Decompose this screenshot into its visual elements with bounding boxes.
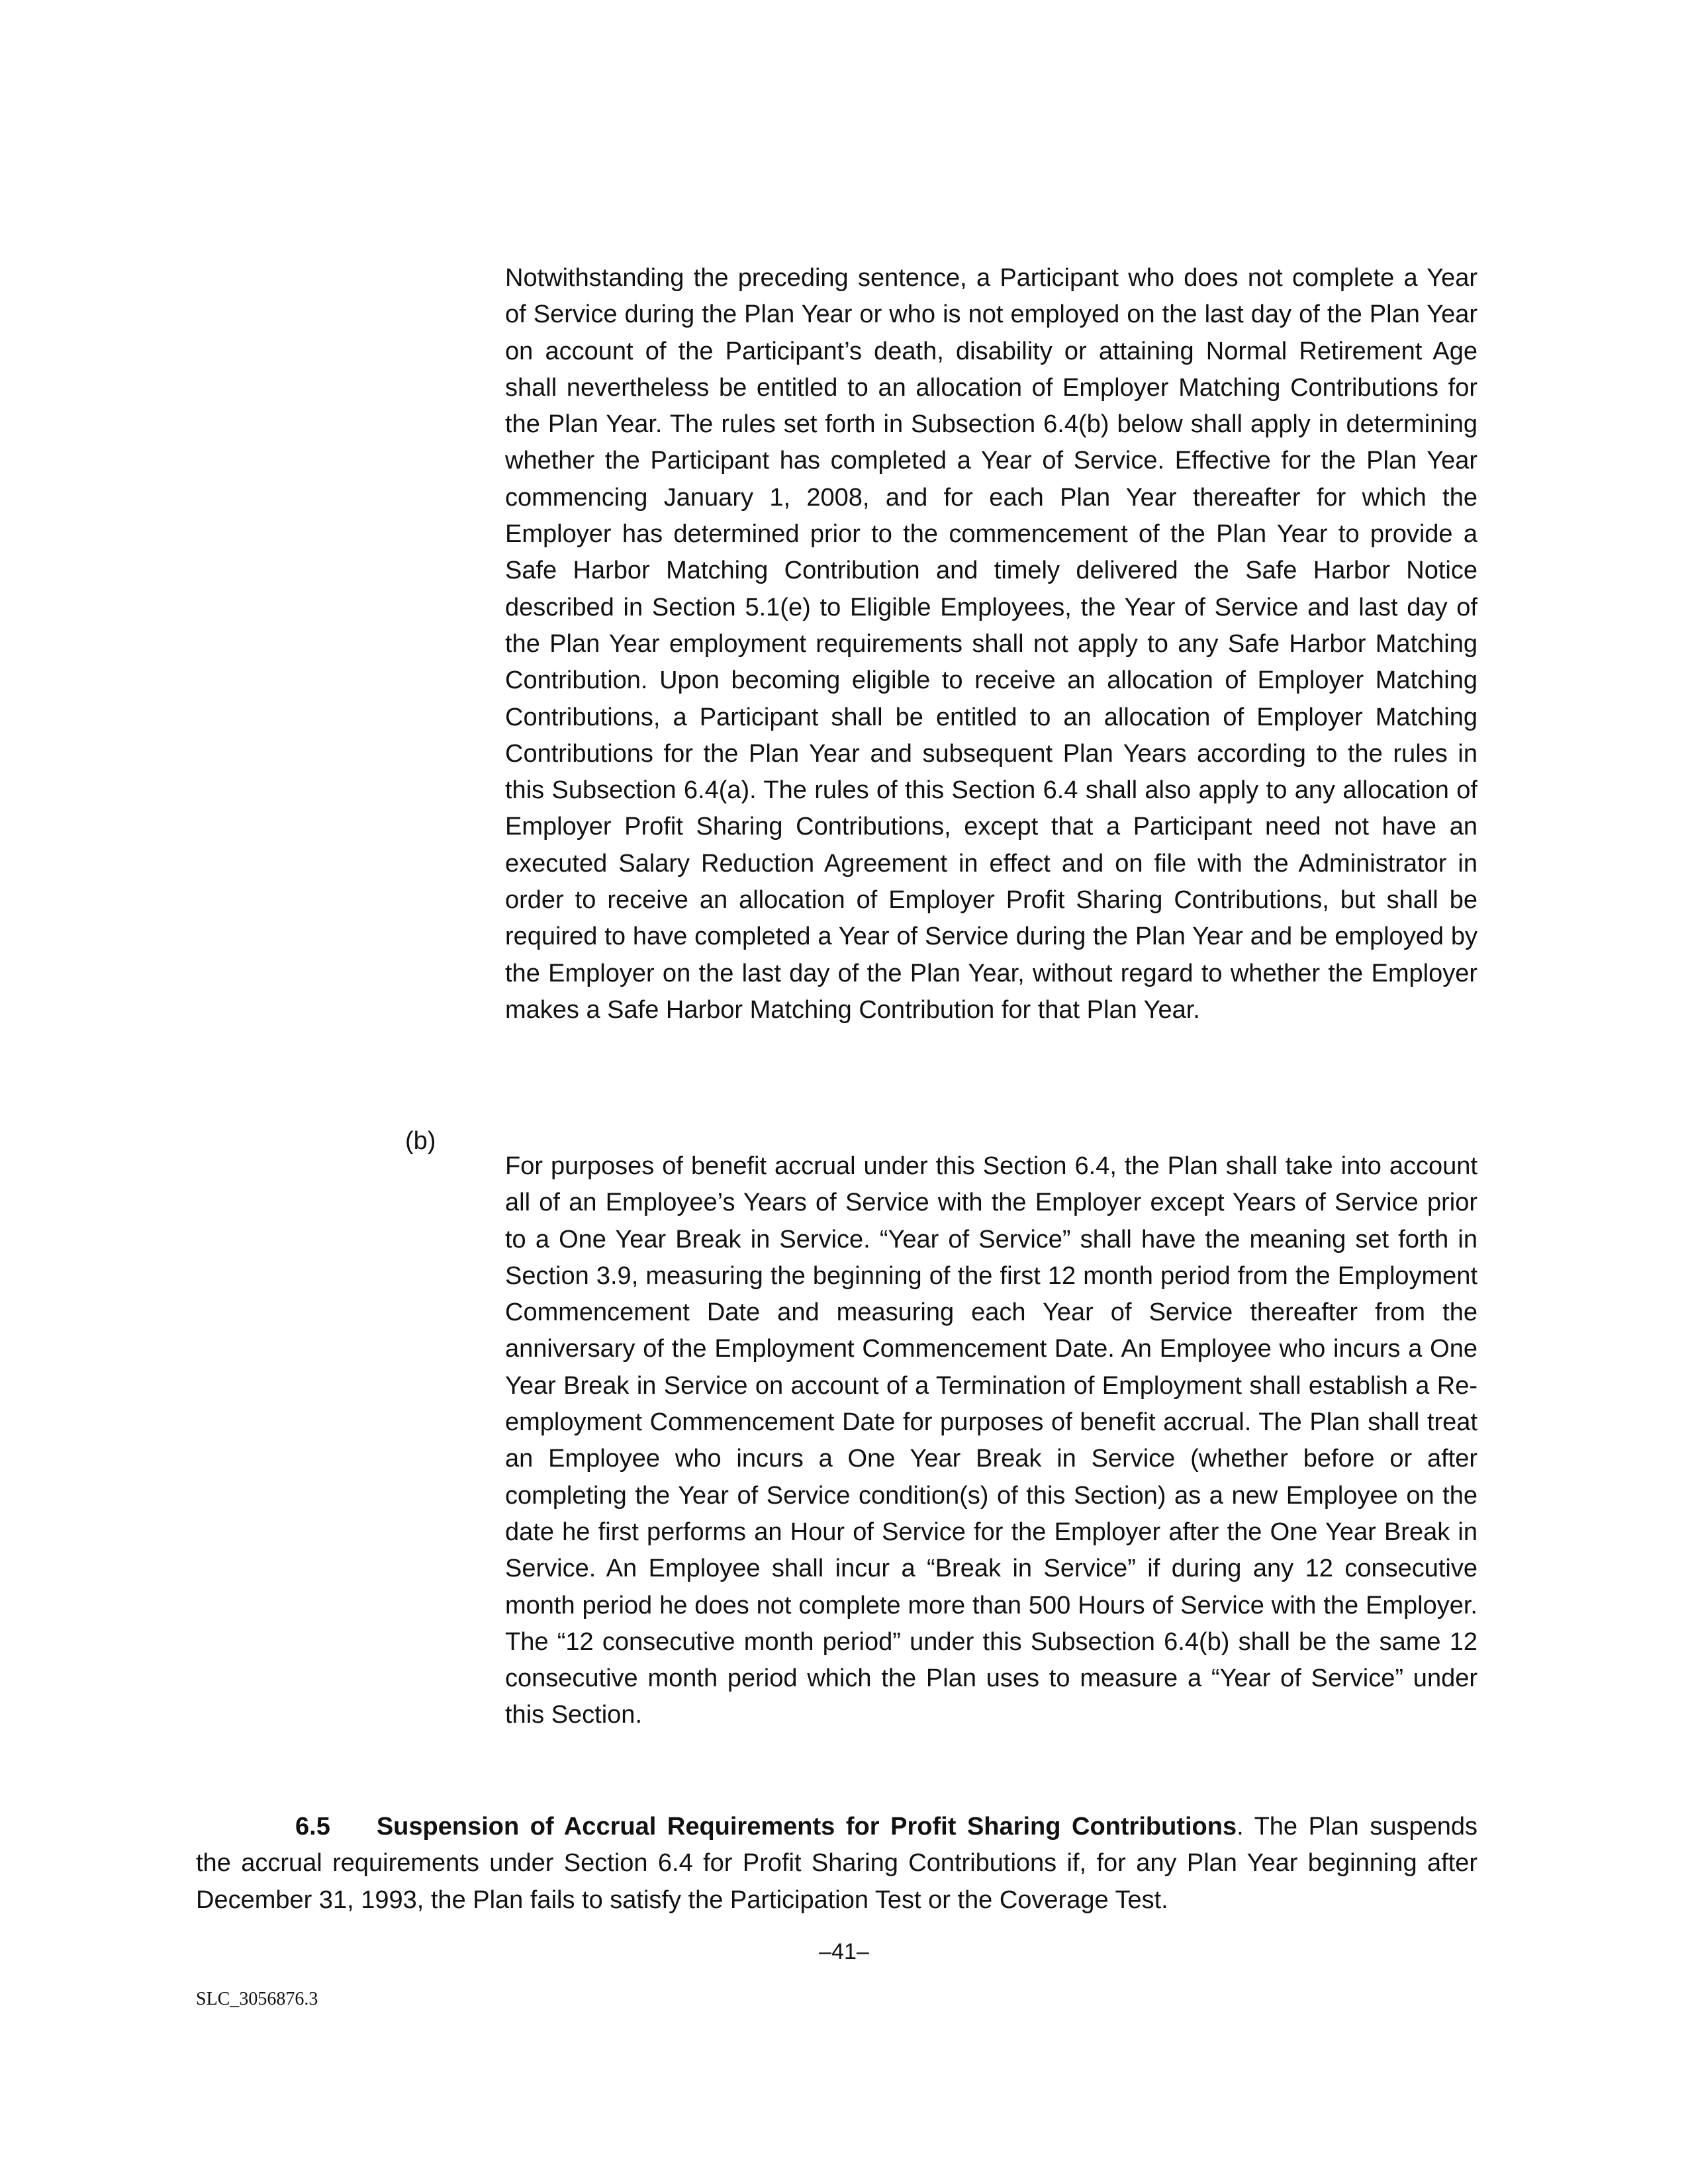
page-number: –41– bbox=[819, 1939, 869, 1964]
section-6-5-title: Suspension of Accrual Requirements for Profit Sharing Contributions bbox=[376, 1813, 1237, 1841]
subsection-b-marker: (b) bbox=[405, 1127, 436, 1155]
section-6-5-body: . The Plan suspends the accrual requirements under Section 6.4 for Profit Sharing Contributions if, for any Plan Year beginning after December 31, 1993, the Plan fails to satisfy the Participation Test or the Coverage Test. bbox=[196, 1813, 1477, 1914]
paragraph-6-4b: For purposes of benefit accrual under this Section 6.4, the Plan shall take into account all of an Employee’s Years of Service with the Employer except Years of Service prior to a One Year Break in Service. “Year of Service” shall have the meaning set forth in Section 3.9, measuring the beginning of the first 12 month period from the Employment Commencement Date and measuring each Year of Service thereafter from the anniversary of the Employment Commencement Date. An Employee who incurs a One Year Break in Service on account of a Termination of Employment shall establish a Re-employment Commencement Date for purposes of benefit accrual. The Plan shall treat an Employee who incurs a One Year Break in Service (whether before or after completing the Year of Service condition(s) of this Section) as a new Employee on the date he first performs an Hour of Service for the Employer after the One Year Break in Service. An Employee shall incur a “Break in Service” if during any 12 consecutive month period he does not complete more than 500 Hours of Service with the Employer. The “12 consecutive month period” under this Subsection 6.4(b) shall be the same 12 consecutive month period which the Plan uses to measure a “Year of Service” under this Section. bbox=[505, 1152, 1477, 1729]
paragraph-6-4a-continuation: Notwithstanding the preceding sentence, a Participant who does not complete a Year of Service during the Plan Year or who is not employed on the last day of the Plan Year on account of the Participant’s death, disability or attaining Normal Retirement Age shall nevertheless be entitled to an allocation of Employer Matching Contributions for the Plan Year. The rules set forth in Subsection 6.4(b) below shall apply in determining whether the Participant has completed a Year of Service. Effective for the Plan Year commencing January 1, 2008, and for each Plan Year thereafter for which the Employer has determined prior to the commencement of the Plan Year to provide a Safe Harbor Matching Contribution and timely delivered the Safe Harbor Notice described in Section 5.1(e) to Eligible Employees, the Year of Service and last day of the Plan Year employment requirements shall not apply to any Safe Harbor Matching Contribution. Upon becoming eligible to receive an allocation of Employer Matching Contributions, a Participant shall be entitled to an allocation of Employer Matching Contributions for the Plan Year and subsequent Plan Years according to the rules in this Subsection 6.4(a). The rules of this Section 6.4 shall also apply to any allocation of Employer Profit Sharing Contributions, except that a Participant need not have an executed Salary Reduction Agreement in effect and on file with the Administrator in order to receive an allocation of Employer Profit Sharing Contributions, but shall be required to have completed a Year of Service during the Plan Year and be employed by the Employer on the last day of the Plan Year, without regard to whether the Employer makes a Safe Harbor Matching Contribution for that Plan Year. bbox=[505, 264, 1477, 1024]
section-6-5 bbox=[196, 1809, 1477, 1919]
document-id: SLC_3056876.3 bbox=[196, 1989, 318, 2009]
section-6-5-number: 6.5 bbox=[295, 1813, 330, 1841]
